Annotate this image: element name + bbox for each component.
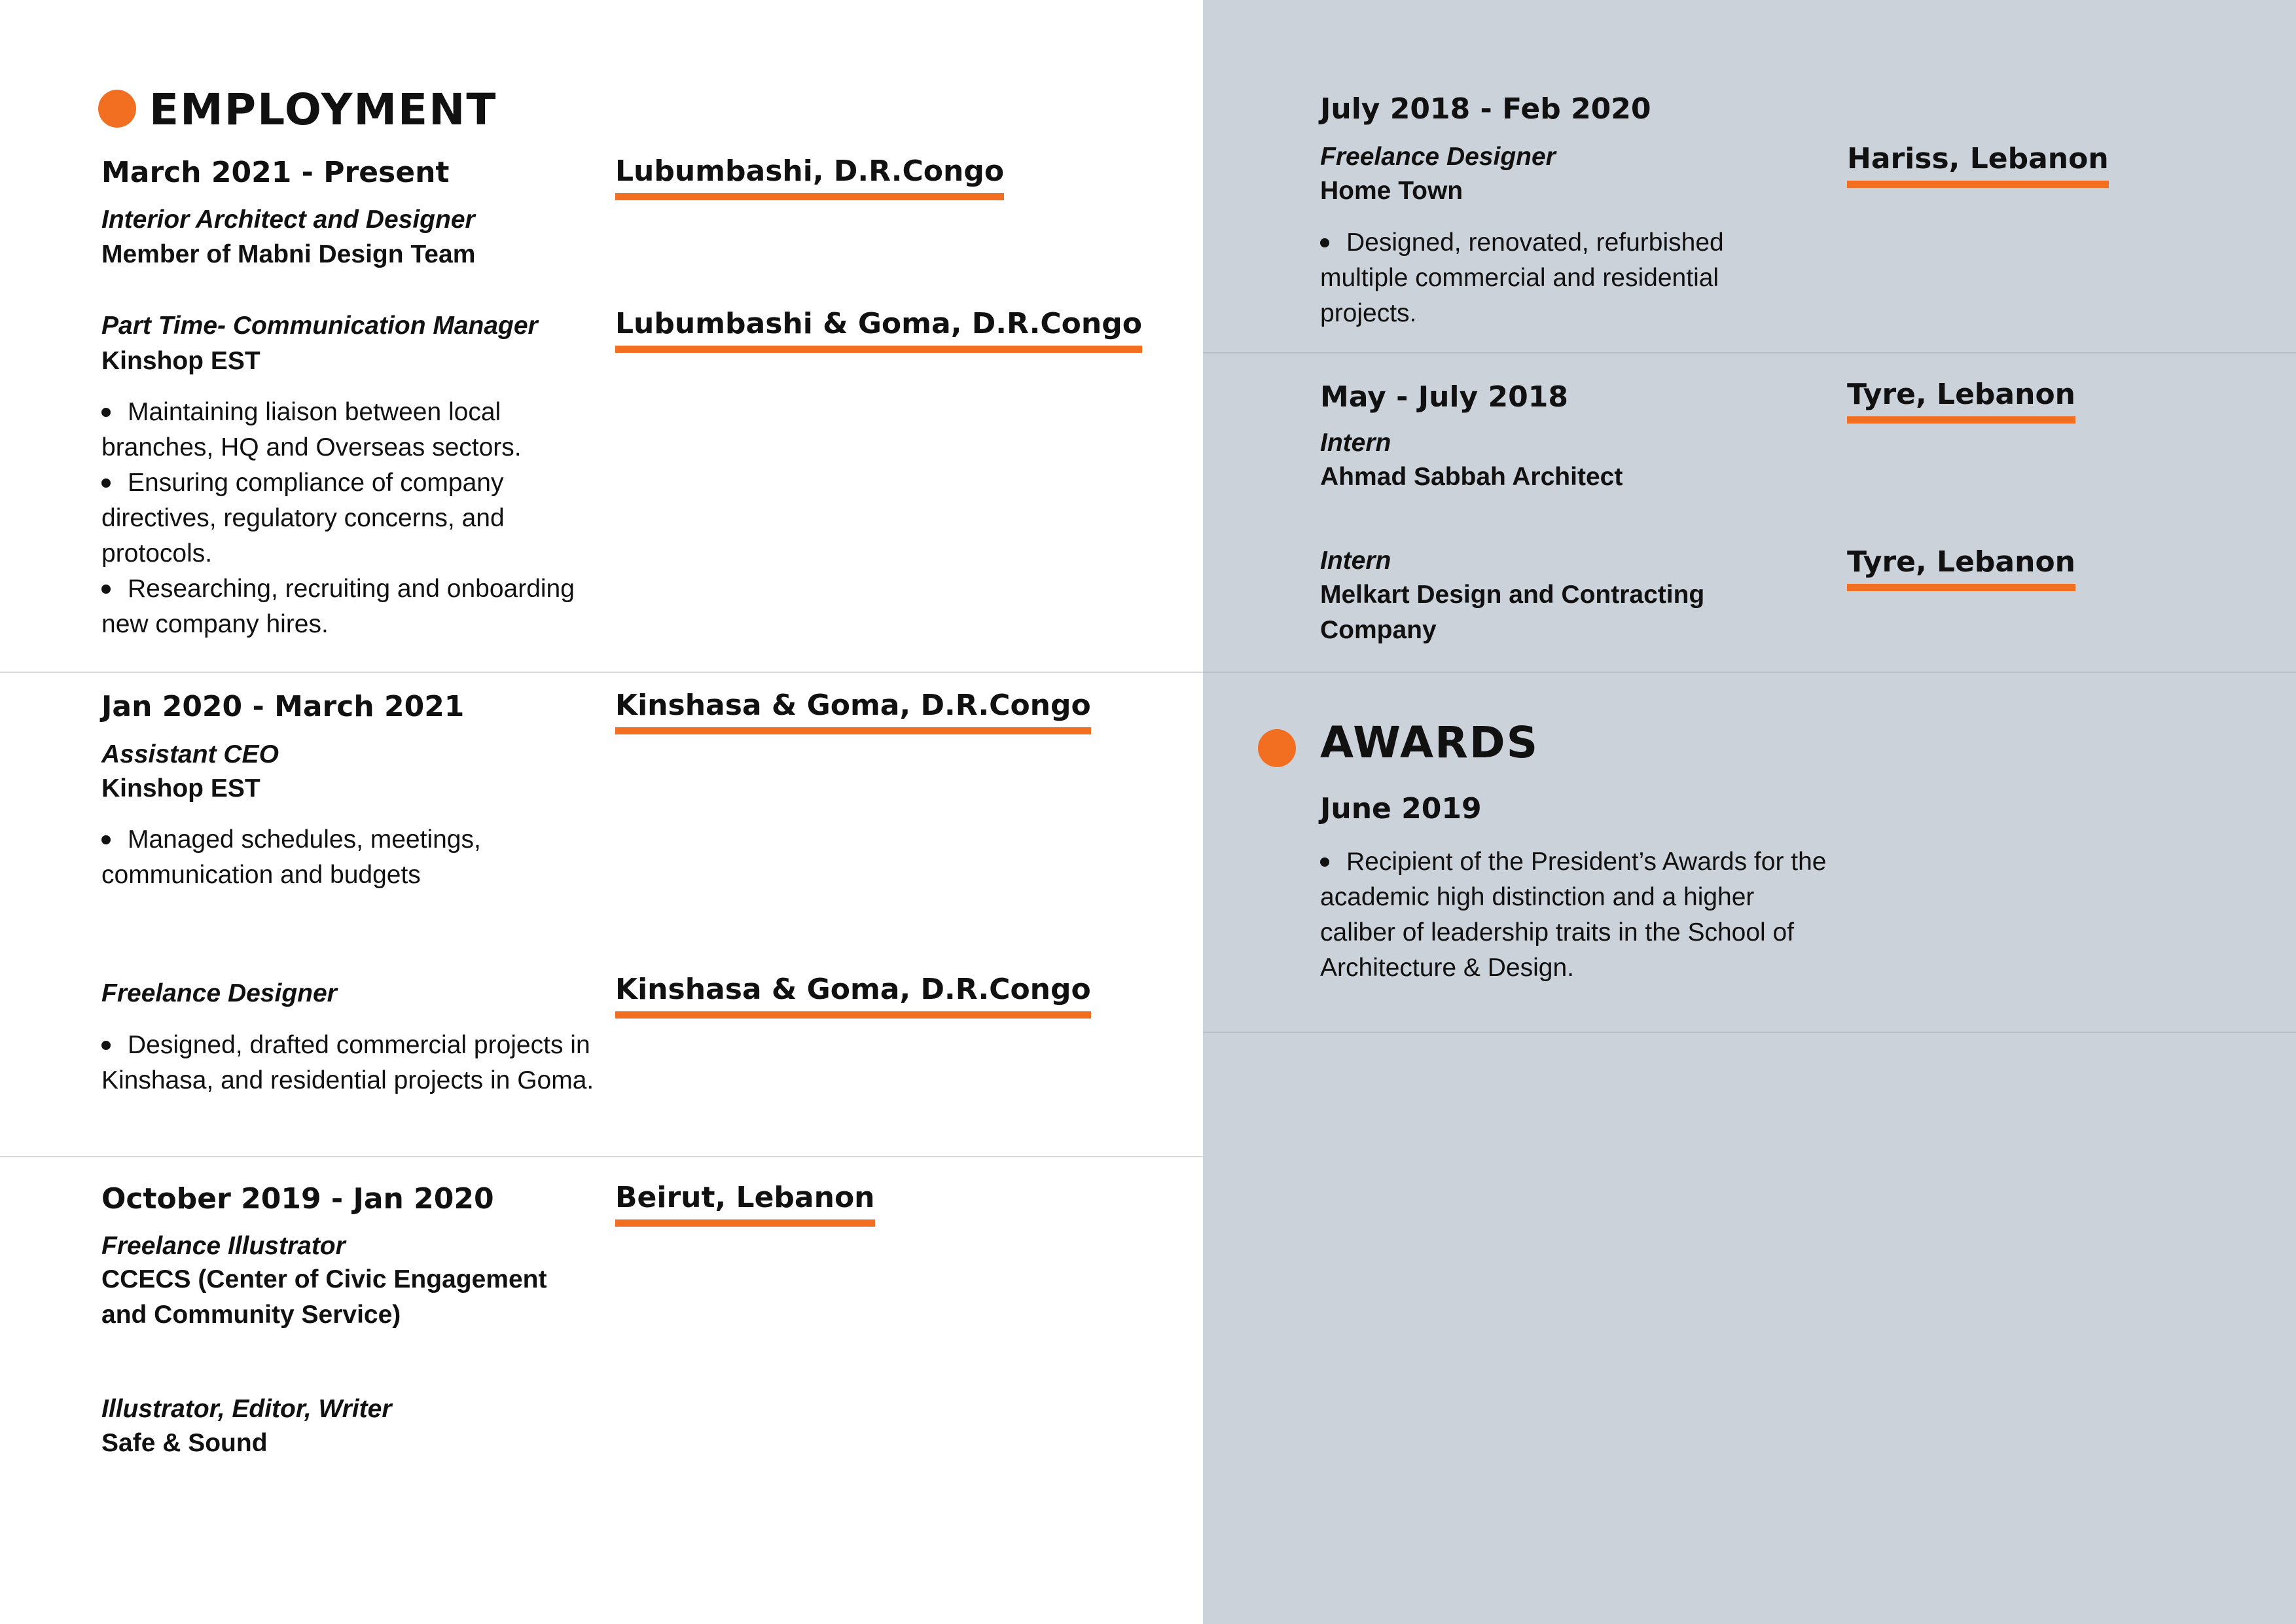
job-role: Freelance Designer bbox=[1320, 143, 1556, 171]
job-role: Intern bbox=[1320, 429, 1391, 457]
bullet-icon bbox=[101, 408, 111, 417]
entry-date: March 2021 - Present bbox=[101, 156, 450, 189]
bullet-icon bbox=[101, 835, 111, 844]
bullet-list bbox=[101, 822, 520, 893]
orange-dot-icon bbox=[1258, 729, 1296, 767]
job-organization: Ahmad Sabbah Architect bbox=[1320, 463, 1623, 491]
entry-date: July 2018 - Feb 2020 bbox=[1320, 92, 1651, 126]
job-organization: Kinshop EST bbox=[101, 347, 260, 375]
job-role: Freelance Designer bbox=[101, 979, 337, 1007]
job-role: Assistant CEO bbox=[101, 740, 279, 768]
job-role: Part Time- Communication Manager bbox=[101, 312, 538, 340]
section-divider bbox=[1203, 352, 2296, 353]
list-item: Researching, recruiting and onboarding new company hires. bbox=[101, 575, 575, 638]
bullet-list bbox=[101, 395, 599, 642]
list-item: Designed, renovated, refurbished multiple commercial and residential projects. bbox=[1320, 228, 1724, 327]
job-organization: Safe & Sound bbox=[101, 1429, 268, 1457]
list-item: Recipient of the President’s Awards for the academic high distinction and a higher caliber of leadership traits in the School of Architecture & Design. bbox=[1320, 848, 1827, 982]
section-divider bbox=[1203, 672, 2296, 673]
job-role: Interior Architect and Designer bbox=[101, 206, 475, 234]
bullet-icon bbox=[101, 585, 111, 594]
job-organization: Member of Mabni Design Team bbox=[101, 240, 476, 268]
entry-location: Hariss, Lebanon bbox=[1847, 145, 2109, 188]
entry-location: Lubumbashi, D.R.Congo bbox=[615, 157, 1004, 200]
job-role: Intern bbox=[1320, 547, 1391, 575]
entry-date: May - July 2018 bbox=[1320, 380, 1568, 414]
section-divider bbox=[0, 1156, 1203, 1157]
entry-date: Jan 2020 - March 2021 bbox=[101, 690, 465, 723]
list-item: Maintaining liaison between local branches, HQ and Overseas sectors. bbox=[101, 398, 522, 461]
bullet-list bbox=[1320, 844, 1831, 986]
entry-location: Beirut, Lebanon bbox=[615, 1183, 875, 1227]
job-role: Illustrator, Editor, Writer bbox=[101, 1395, 392, 1423]
job-organization: Home Town bbox=[1320, 177, 1463, 205]
entry-location: Tyre, Lebanon bbox=[1847, 548, 2075, 591]
orange-dot-icon bbox=[98, 90, 136, 128]
list-item: Designed, drafted commercial projects in Kinshasa, and residential projects in Goma. bbox=[101, 1031, 594, 1094]
entry-location: Kinshasa & Goma, D.R.Congo bbox=[615, 691, 1091, 734]
section-divider bbox=[0, 672, 1203, 673]
entry-location: Kinshasa & Goma, D.R.Congo bbox=[615, 975, 1091, 1019]
entry-location: Lubumbashi & Goma, D.R.Congo bbox=[615, 310, 1142, 353]
bullet-icon bbox=[101, 1041, 111, 1050]
bullet-icon bbox=[101, 478, 111, 488]
awards-section-title: AWARDS bbox=[1320, 717, 1539, 768]
section-divider bbox=[1203, 1032, 2296, 1033]
entry-location: Tyre, Lebanon bbox=[1847, 380, 2075, 424]
employment-section-title: EMPLOYMENT bbox=[149, 84, 497, 135]
bullet-icon bbox=[1320, 857, 1329, 867]
job-organization: CCECS (Center of Civic Engagement and Community Service) bbox=[101, 1265, 547, 1329]
bullet-list bbox=[1320, 225, 1791, 331]
bullet-icon bbox=[1320, 238, 1329, 247]
job-organization: Kinshop EST bbox=[101, 774, 260, 803]
job-organization: Melkart Design and Contracting Company bbox=[1320, 581, 1705, 644]
bullet-list bbox=[101, 1028, 599, 1098]
award-date: June 2019 bbox=[1320, 792, 1482, 825]
list-item: Managed schedules, meetings, communication and budgets bbox=[101, 825, 481, 889]
job-role: Freelance Illustrator bbox=[101, 1232, 346, 1260]
entry-date: October 2019 - Jan 2020 bbox=[101, 1182, 494, 1216]
list-item: Ensuring compliance of company directives, regulatory concerns, and protocols. bbox=[101, 469, 505, 568]
